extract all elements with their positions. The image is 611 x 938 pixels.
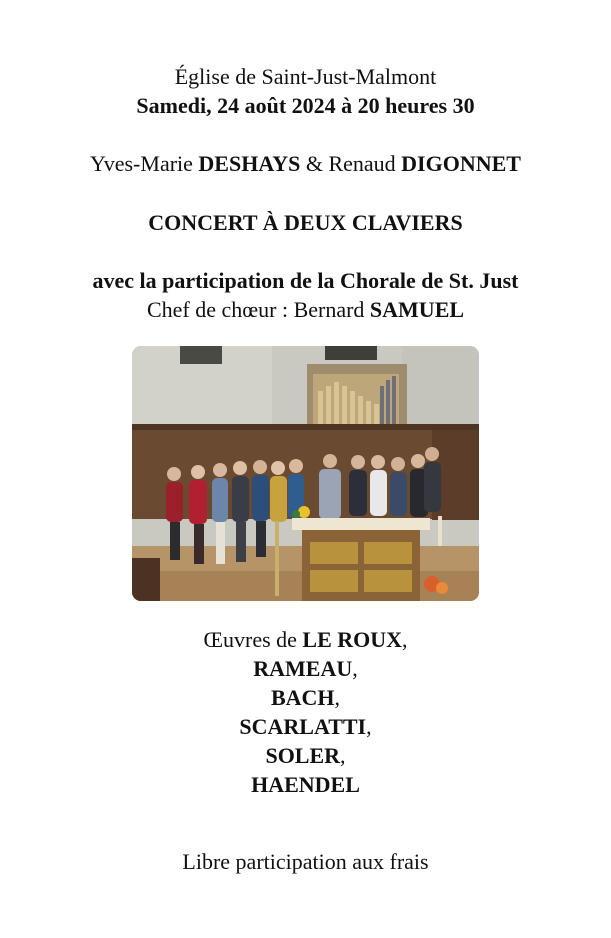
performer2-last-name: DIGONNET [401, 151, 521, 176]
composer-3: BACH [270, 685, 335, 710]
concert-title: CONCERT À DEUX CLAVIERS [148, 210, 463, 235]
composer-line-6 [0, 772, 611, 798]
fee-note: Libre participation aux frais [182, 849, 429, 874]
composer-line-4 [0, 714, 611, 740]
conductor-last-name: SAMUEL [369, 297, 465, 322]
fee-note-line [0, 849, 611, 875]
composer-1: LE ROUX [302, 627, 403, 652]
venue: Église de Saint-Just-Malmont [174, 64, 437, 89]
performers-line [0, 151, 611, 177]
performer1-last-name: DESHAYS [198, 151, 301, 176]
works-intro: Œuvres de [203, 627, 297, 652]
composer-3-comma: , [334, 685, 341, 710]
performers-separator: & [305, 151, 323, 176]
date-time: Samedi, 24 août 2024 à 20 heures 30 [136, 93, 475, 118]
choir-photo [132, 346, 479, 601]
composer-5-comma: , [340, 743, 346, 768]
composer-2: RAMEAU [253, 656, 353, 681]
performer1-first-name: Yves-Marie [90, 151, 193, 176]
composer-5: SOLER [265, 743, 341, 768]
choir-participation: avec la participation de la Chorale de St. Just [92, 268, 519, 293]
conductor-first-name: Bernard [293, 297, 365, 322]
concert-title-line [0, 210, 611, 236]
composer-6: HAENDEL [251, 772, 360, 797]
works-intro-line [0, 627, 611, 653]
composer-4: SCARLATTI [239, 714, 367, 739]
composer-4-comma: , [366, 714, 372, 739]
choir-line [0, 268, 611, 294]
performer2-first-name: Renaud [328, 151, 396, 176]
conductor-label: Chef de chœur : [146, 297, 289, 322]
venue-line [0, 64, 611, 90]
conductor-line [0, 297, 611, 323]
composer-line-2 [0, 656, 611, 682]
date-time-line [0, 93, 611, 119]
composer-2-comma: , [352, 656, 358, 681]
composer-line-5 [0, 743, 611, 769]
composer-1-comma: , [402, 627, 408, 652]
composer-line-3 [0, 685, 611, 711]
